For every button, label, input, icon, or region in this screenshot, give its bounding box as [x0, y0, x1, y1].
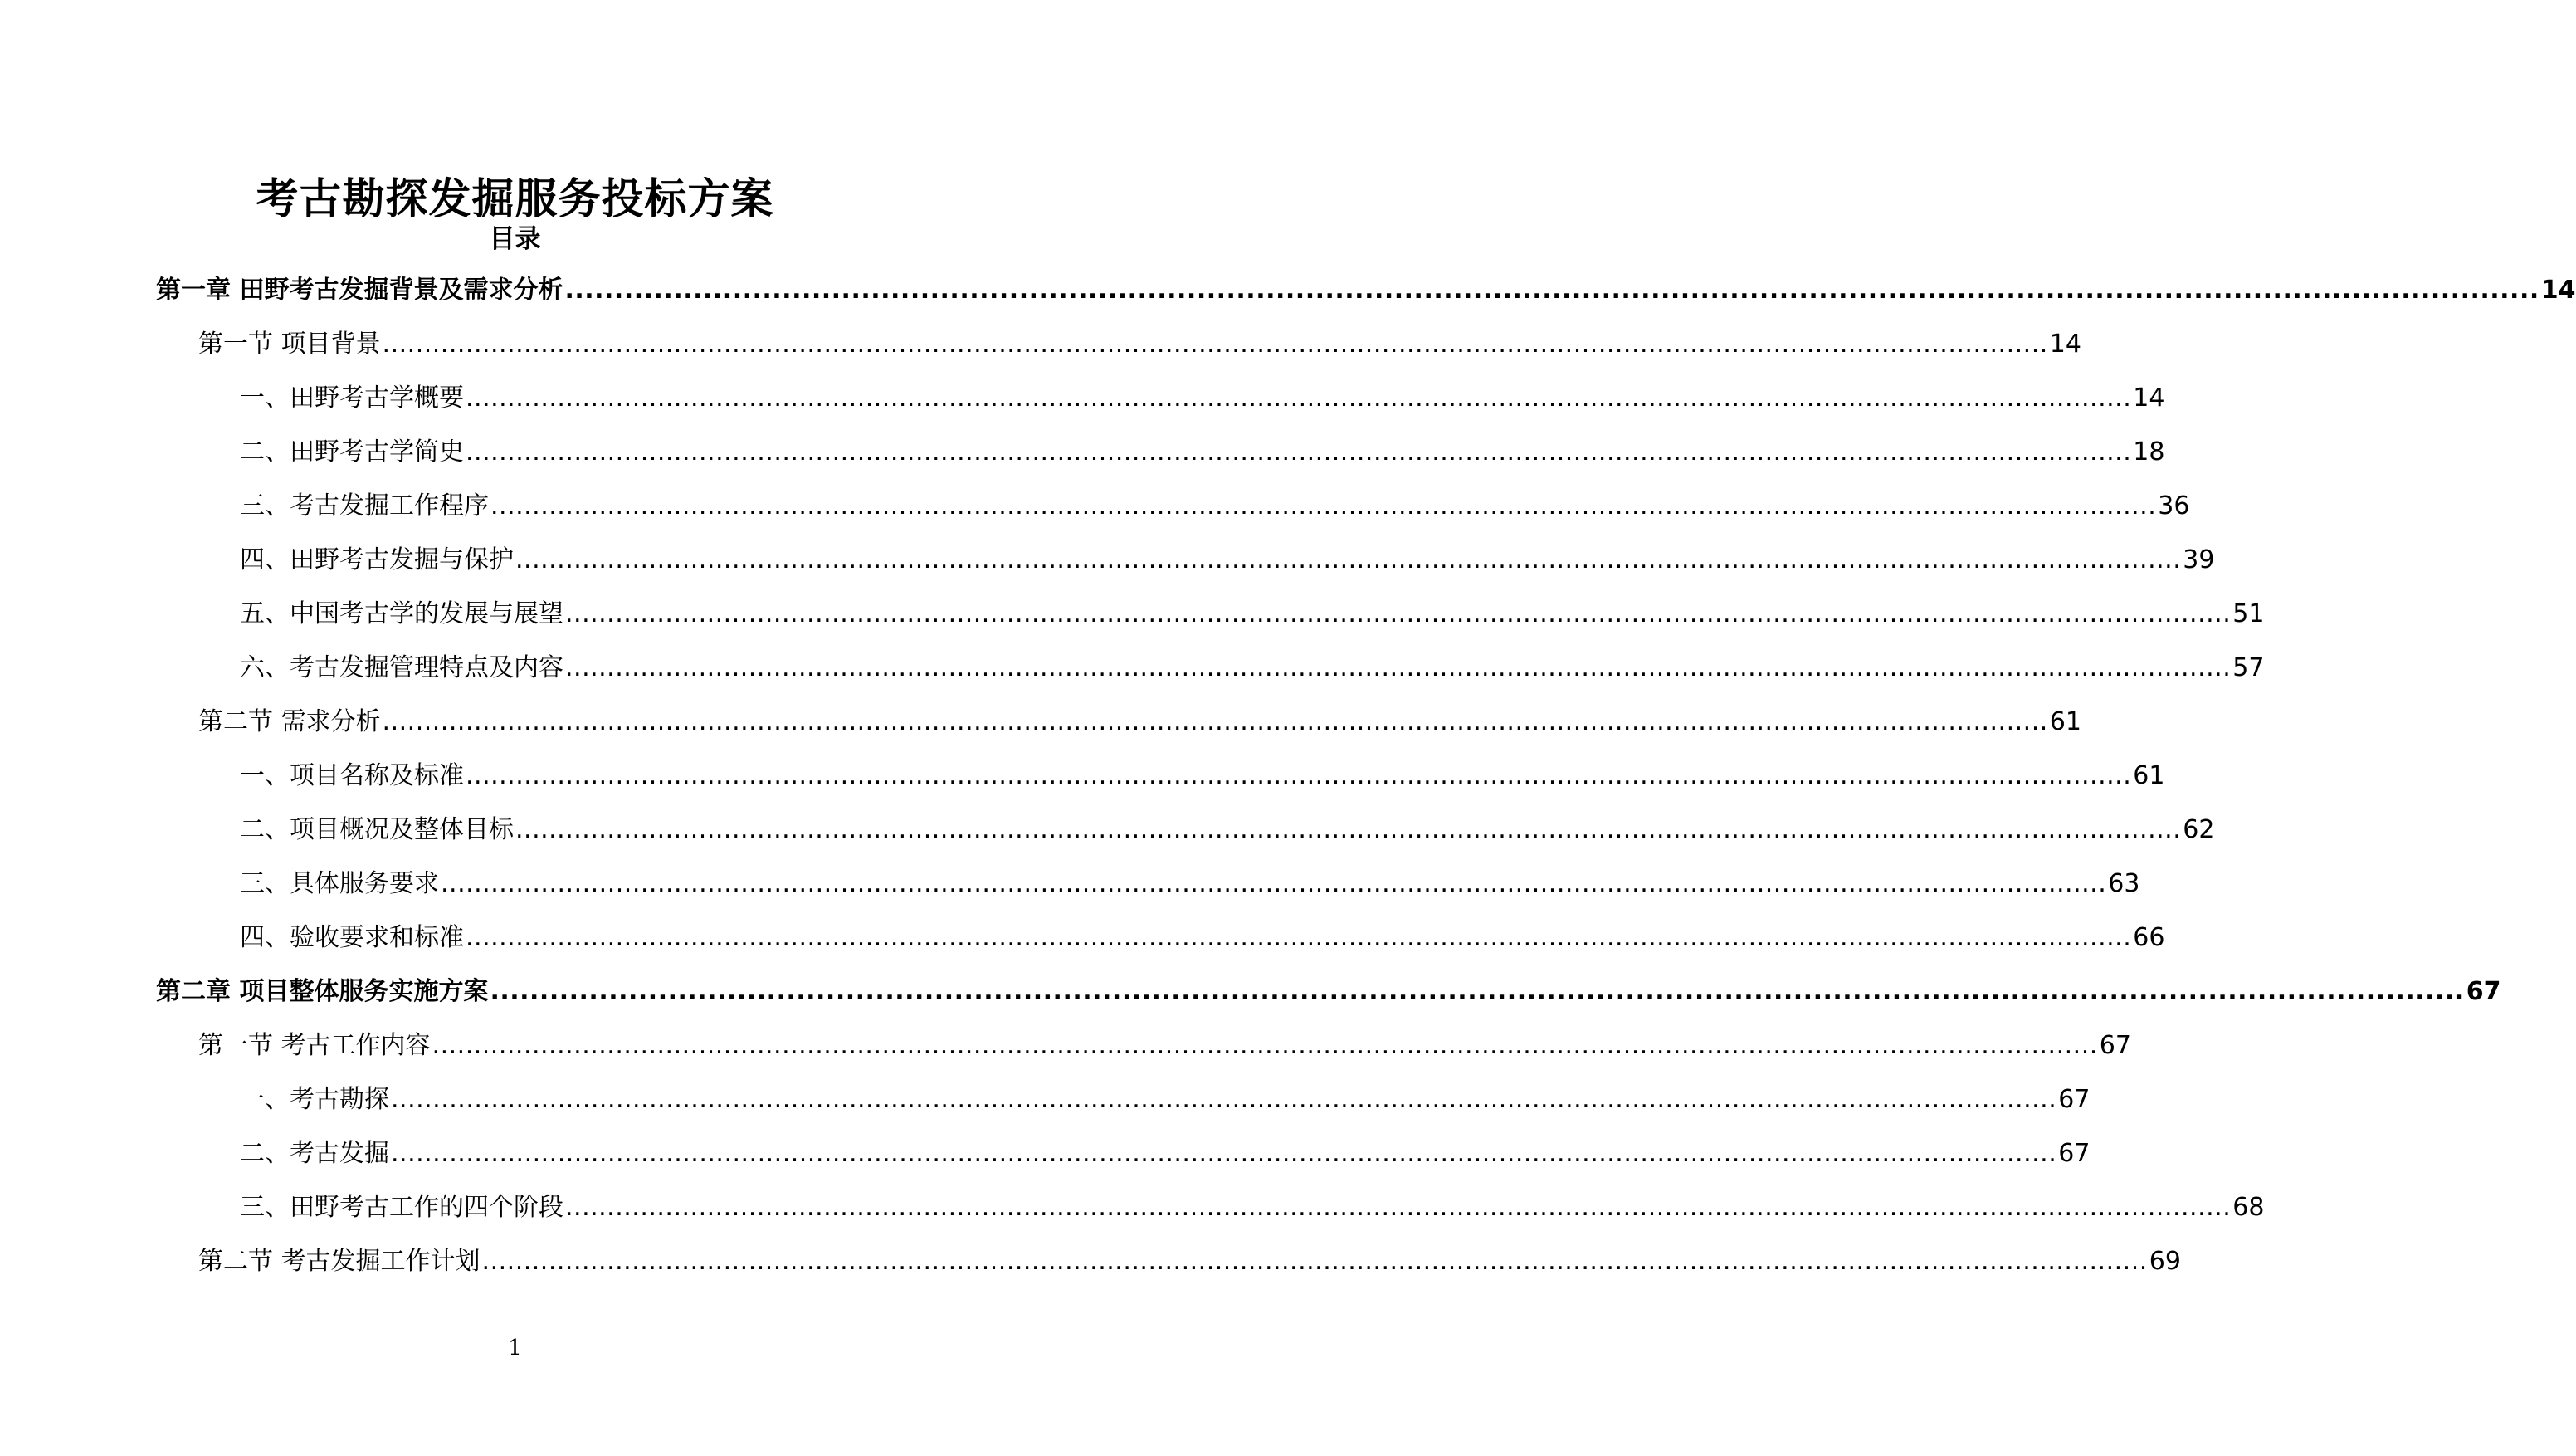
toc-entry-page: 62 [2183, 815, 2215, 844]
toc-entry-label: 六、考古发掘管理特点及内容 [240, 653, 564, 682]
toc-dot-leader: ........................................................................................................................................................................................................ [481, 1247, 2148, 1276]
toc-entry[interactable] [156, 814, 2215, 867]
toc-dot-leader: ........................................................................................................................................................................................................ [391, 1139, 2057, 1168]
toc-entry-page: 18 [2133, 437, 2165, 467]
toc-entry-label: 四、田野考古发掘与保护 [240, 545, 514, 574]
toc-dot-leader: ........................................................................................................................................................................................................ [466, 923, 2132, 952]
toc-entry[interactable] [156, 921, 2165, 975]
toc-entry[interactable] [156, 274, 2576, 328]
toc-entry-page: 67 [2058, 1085, 2091, 1114]
table-of-contents [156, 274, 2576, 1299]
toc-dot-leader: ........................................................................................................................................................................................................ [466, 761, 2132, 790]
toc-heading: 目录 [489, 224, 541, 254]
toc-entry-page: 67 [2099, 1031, 2131, 1060]
toc-entry[interactable] [156, 598, 2265, 652]
toc-entry-label: 第二章 项目整体服务实施方案 [156, 977, 489, 1006]
toc-entry[interactable] [156, 760, 2165, 814]
toc-entry-label: 一、考古勘探 [240, 1085, 389, 1114]
toc-entry-label: 第二节 考古发掘工作计划 [198, 1247, 481, 1276]
page-number: 1 [508, 1336, 522, 1361]
toc-entry[interactable] [156, 1083, 2091, 1137]
toc-entry-page: 69 [2149, 1247, 2181, 1276]
toc-entry[interactable] [156, 382, 2165, 436]
toc-dot-leader: ........................................................................................................................................................................................................ [490, 977, 2465, 1006]
toc-entry-page: 63 [2108, 869, 2140, 898]
toc-entry[interactable] [156, 544, 2215, 598]
toc-entry-page: 39 [2183, 545, 2215, 574]
toc-entry[interactable] [156, 328, 2081, 382]
toc-dot-leader: ........................................................................................................................................................................................................ [490, 491, 2157, 520]
toc-entry[interactable] [156, 867, 2140, 921]
toc-entry-label: 二、田野考古学简史 [240, 437, 464, 467]
toc-entry[interactable] [156, 1245, 2181, 1299]
toc-entry[interactable] [156, 1137, 2091, 1191]
toc-entry-page: 14 [2540, 276, 2576, 305]
toc-dot-leader: ........................................................................................................................................................................................................ [515, 815, 2182, 844]
toc-entry-page: 66 [2133, 923, 2165, 952]
toc-entry[interactable] [156, 975, 2501, 1029]
toc-entry-label: 第二节 需求分析 [198, 707, 381, 736]
toc-entry-label: 三、具体服务要求 [240, 869, 439, 898]
toc-dot-leader: ........................................................................................................................................................................................................ [466, 384, 2132, 413]
toc-entry-page: 36 [2158, 491, 2190, 520]
toc-entry-label: 三、考古发掘工作程序 [240, 491, 489, 520]
toc-entry-label: 二、考古发掘 [240, 1139, 389, 1168]
toc-dot-leader: ........................................................................................................................................................................................................ [391, 1085, 2057, 1114]
toc-dot-leader: ........................................................................................................................................................................................................ [382, 330, 2048, 359]
toc-entry-label: 四、验收要求和标准 [240, 923, 464, 952]
toc-entry-page: 67 [2058, 1139, 2091, 1168]
toc-entry[interactable] [156, 436, 2165, 490]
toc-entry-page: 14 [2049, 330, 2081, 359]
toc-dot-leader: ........................................................................................................................................................................................................ [565, 1193, 2232, 1222]
toc-dot-leader: ........................................................................................................................................................................................................ [441, 869, 2107, 898]
toc-entry-page: 67 [2466, 977, 2501, 1006]
toc-dot-leader: ........................................................................................................................................................................................................ [564, 276, 2539, 305]
toc-dot-leader: ........................................................................................................................................................................................................ [515, 545, 2182, 574]
toc-entry-label: 第一节 项目背景 [198, 330, 381, 359]
toc-entry-page: 61 [2133, 761, 2165, 790]
toc-dot-leader: ........................................................................................................................................................................................................ [565, 599, 2232, 628]
toc-entry-page: 57 [2232, 653, 2265, 682]
toc-entry-label: 五、中国考古学的发展与展望 [240, 599, 564, 628]
toc-entry-label: 一、项目名称及标准 [240, 761, 464, 790]
toc-entry[interactable] [156, 1191, 2265, 1245]
toc-entry-page: 68 [2232, 1193, 2265, 1222]
toc-entry-label: 三、田野考古工作的四个阶段 [240, 1193, 564, 1222]
toc-entry-label: 第一节 考古工作内容 [198, 1031, 431, 1060]
toc-entry[interactable] [156, 490, 2190, 544]
document-title: 考古勘探发掘服务投标方案 [256, 175, 774, 225]
toc-entry-page: 14 [2133, 384, 2165, 413]
toc-entry-page: 61 [2049, 707, 2081, 736]
toc-entry-label: 一、田野考古学概要 [240, 384, 464, 413]
toc-dot-leader: ........................................................................................................................................................................................................ [565, 653, 2232, 682]
toc-dot-leader: ........................................................................................................................................................................................................ [432, 1031, 2098, 1060]
toc-dot-leader: ........................................................................................................................................................................................................ [466, 437, 2132, 467]
toc-entry[interactable] [156, 1029, 2131, 1083]
toc-entry[interactable] [156, 652, 2265, 706]
toc-dot-leader: ........................................................................................................................................................................................................ [382, 707, 2048, 736]
toc-entry-label: 第一章 田野考古发掘背景及需求分析 [156, 276, 564, 305]
toc-entry-label: 二、项目概况及整体目标 [240, 815, 514, 844]
toc-entry[interactable] [156, 706, 2081, 760]
toc-entry-page: 51 [2232, 599, 2265, 628]
